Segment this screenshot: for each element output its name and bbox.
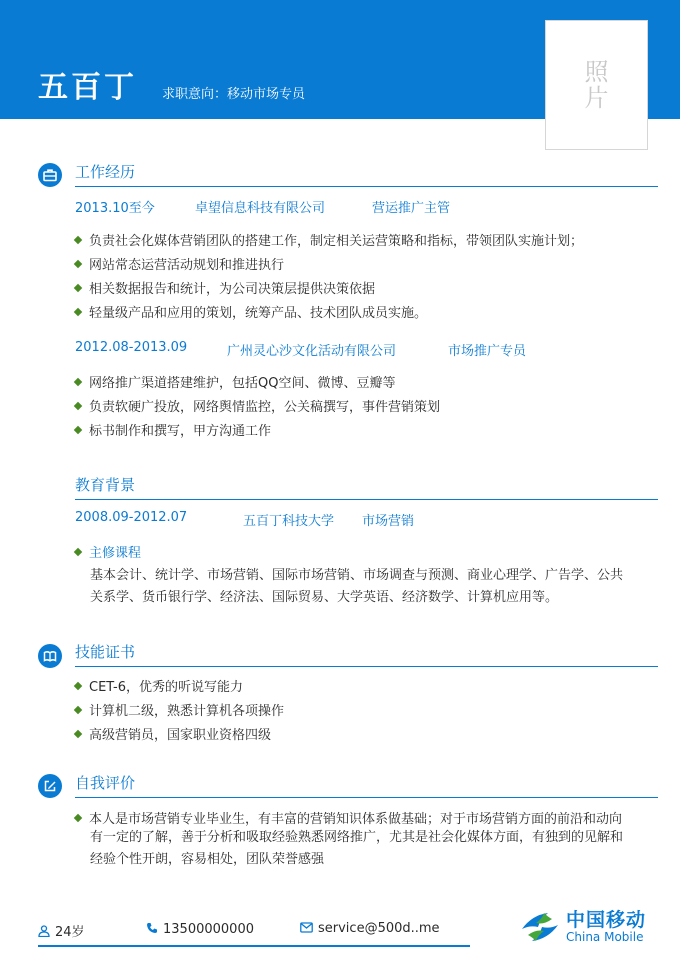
briefcase-icon [38,163,62,187]
logo-text-en: China Mobile [566,930,644,944]
education-period: 2008.09-2012.07 [75,510,188,525]
logo-text-cn: 中国移动 [566,909,647,931]
list-item: 计算机二级，熟悉计算机各项操作 [75,700,284,719]
phone-icon [146,922,158,934]
list-item: CET-6，优秀的听说写能力 [75,676,243,695]
list-item: 网络推广渠道搭建维护，包括QQ空间、微博、豆瓣等 [75,372,395,391]
courses-label: 主修课程 [75,542,141,561]
email-item [300,921,440,936]
mail-icon [300,922,313,933]
divider [75,186,658,187]
section-title-self-evaluation: 自我评价 [75,774,136,792]
job-position: 市场推广专员 [448,344,527,359]
age-value: 24岁 [55,925,85,940]
divider [75,666,658,667]
section-title-skills: 技能证书 [75,643,136,661]
job-objective: 求职意向：移动市场专员 [162,87,306,102]
major-name: 市场营销 [362,514,415,529]
self-eval-line: 有一定的了解，善于分析和吸取经验熟悉网络推广，尤其是社会化媒体方面，有独到的见解和 [90,830,624,845]
china-mobile-logo [518,905,658,953]
book-icon [38,644,62,668]
email-value: service@500d..me [318,921,440,936]
china-mobile-logo-icon [518,905,562,949]
person-icon [38,925,50,937]
photo-placeholder [545,20,648,150]
courses-line: 关系学、货币银行学、经济法、国际贸易、大学英语、经济数学、计算机应用等。 [90,590,559,605]
list-item: 轻量级产品和应用的策划，统筹产品、技术团队成员实施。 [75,302,427,321]
footer-divider [38,945,470,947]
phone-value: 13500000000 [163,922,254,937]
phone-item [146,921,254,937]
list-item: 负责社会化媒体营销团队的搭建工作，制定相关运营策略和指标，带领团队实施计划； [75,230,583,249]
courses-line: 基本会计、统计学、市场营销、国际市场营销、市场调查与预测、商业心理学、广告学、公共 [90,568,624,583]
job-period: 2012.08-2013.09 [75,340,188,355]
divider [75,797,658,798]
section-title-education: 教育背景 [75,476,136,494]
job-company: 广州灵心沙文化活动有限公司 [227,344,397,359]
divider [75,499,658,500]
self-eval-text [90,827,658,871]
school-name: 五百丁科技大学 [243,514,335,529]
job-period: 2013.10至今 [75,201,155,216]
list-item: 高级营销员，国家职业资格四级 [75,724,271,743]
self-eval-line: 本人是市场营销专业毕业生，有丰富的营销知识体系做基础；对于市场营销方面的前沿和动向 [75,808,622,827]
list-item: 负责软硬广投放，网络舆情监控，公关稿撰写，事件营销策划 [75,396,440,415]
courses-text [90,565,658,609]
section-title-work: 工作经历 [75,163,136,181]
age-item [38,921,85,940]
job-position: 营运推广主管 [372,201,451,216]
list-item: 网站常态运营活动规划和推进执行 [75,254,284,273]
edit-icon [38,774,62,798]
list-item: 标书制作和撰写，甲方沟通工作 [75,420,271,439]
self-eval-line: 经验个性开朗，容易相处，团队荣誉感强 [90,852,325,867]
candidate-name: 五百丁 [38,70,137,105]
list-item: 相关数据报告和统计，为公司决策层提供决策依据 [75,278,375,297]
photo-label: 照片 [584,58,609,112]
job-company: 卓望信息科技有限公司 [195,201,326,216]
